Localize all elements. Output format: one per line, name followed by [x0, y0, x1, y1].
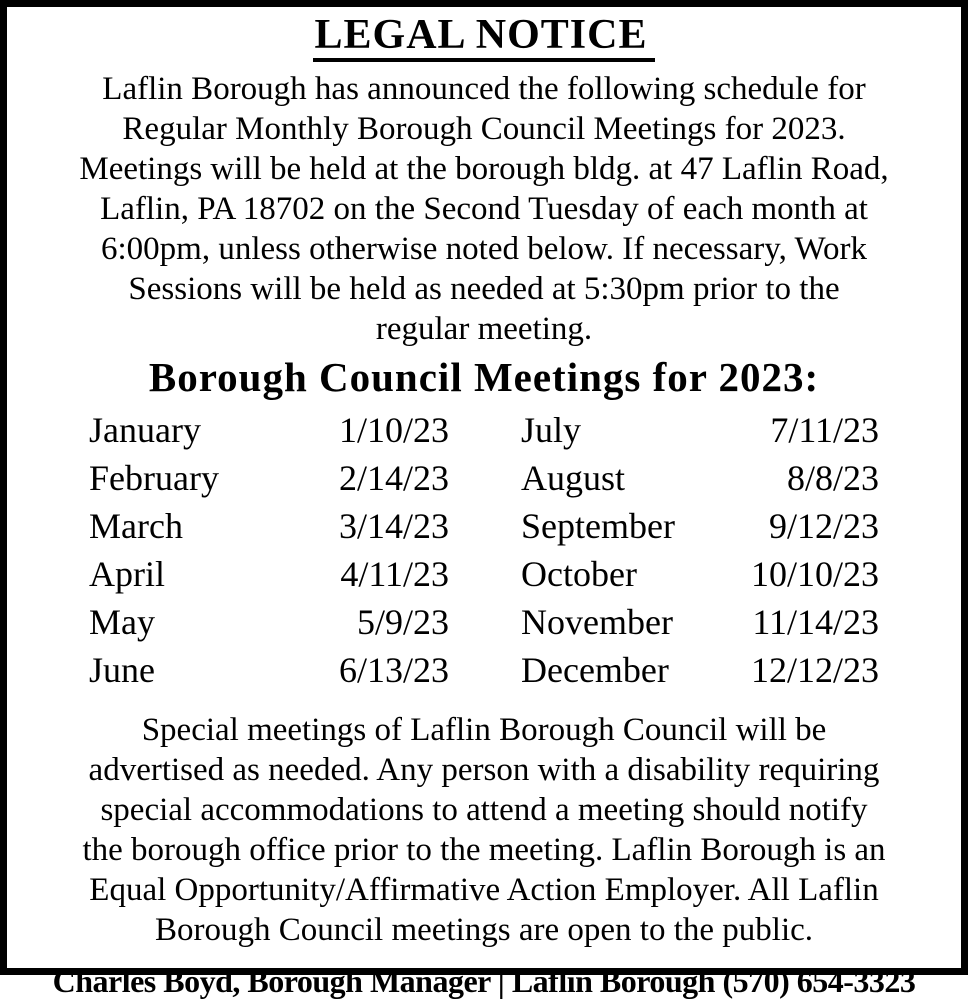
closing-line: the borough office prior to the meeting. Laflin Borough is an [82, 832, 886, 868]
schedule-month: July [521, 410, 582, 450]
schedule-gap [449, 454, 521, 502]
closing-line: advertised as needed. Any person with a disability requiring [88, 752, 880, 788]
schedule-date: 12/12/23 [750, 650, 879, 690]
closing-line: Special meetings of Laflin Borough Council will be [141, 712, 827, 748]
schedule-gap [449, 646, 521, 694]
intro-line: Sessions will be held as needed at 5:30pm prior to the [128, 271, 840, 307]
schedule-month: August [521, 458, 626, 498]
schedule-month: April [89, 554, 165, 594]
schedule-month: June [89, 650, 155, 690]
schedule-table [89, 406, 879, 694]
intro-line: Meetings will be held at the borough bldg. at 47 Laflin Road, [79, 151, 889, 187]
schedule-date: 4/11/23 [340, 554, 449, 594]
schedule-date: 3/14/23 [338, 506, 449, 546]
intro-line: regular meeting. [375, 311, 593, 347]
schedule-date: 8/8/23 [786, 458, 879, 498]
closing-line: Borough Council meetings are open to the public. [154, 912, 814, 948]
schedule-gap [449, 406, 521, 454]
schedule-month: March [89, 506, 183, 546]
schedule-heading: Borough Council Meetings for 2023: [148, 354, 820, 400]
intro-paragraph [25, 69, 943, 349]
intro-line: Laflin, PA 18702 on the Second Tuesday of each month at [100, 191, 868, 227]
schedule-month: December [521, 650, 669, 690]
schedule-date: 11/14/23 [752, 602, 879, 642]
schedule-month: October [521, 554, 637, 594]
schedule-date: 2/14/23 [338, 458, 449, 498]
intro-line: Laflin Borough has announced the following schedule for [102, 71, 866, 107]
intro-line: 6:00pm, unless otherwise noted below. If necessary, Work [101, 231, 867, 267]
schedule-date: 7/11/23 [770, 410, 879, 450]
schedule-date: 1/10/23 [338, 410, 449, 450]
schedule-date: 10/10/23 [750, 554, 879, 594]
schedule-month: November [521, 602, 673, 642]
closing-line: Equal Opportunity/Affirmative Action Employer. All Laflin [89, 872, 879, 908]
schedule-gap [449, 502, 521, 550]
schedule-gap [449, 550, 521, 598]
closing-paragraph [25, 710, 943, 950]
schedule-month: May [89, 602, 155, 642]
intro-line: Regular Monthly Borough Council Meetings for 2023. [122, 111, 846, 147]
schedule-date: 9/12/23 [768, 506, 879, 546]
schedule-month: January [89, 410, 201, 450]
schedule-date: 5/9/23 [356, 602, 449, 642]
notice-title-text: LEGAL NOTICE [313, 13, 656, 62]
schedule-month: February [89, 458, 219, 498]
schedule-gap [449, 598, 521, 646]
schedule-date: 6/13/23 [338, 650, 449, 690]
contact-footer: Charles Boyd, Borough Manager | Laflin Borough (570) 654-3323 [52, 963, 916, 999]
notice-title [25, 13, 943, 62]
schedule-month: September [521, 506, 675, 546]
closing-line: special accommodations to attend a meeting should notify [100, 792, 868, 828]
notice-body [7, 7, 961, 999]
